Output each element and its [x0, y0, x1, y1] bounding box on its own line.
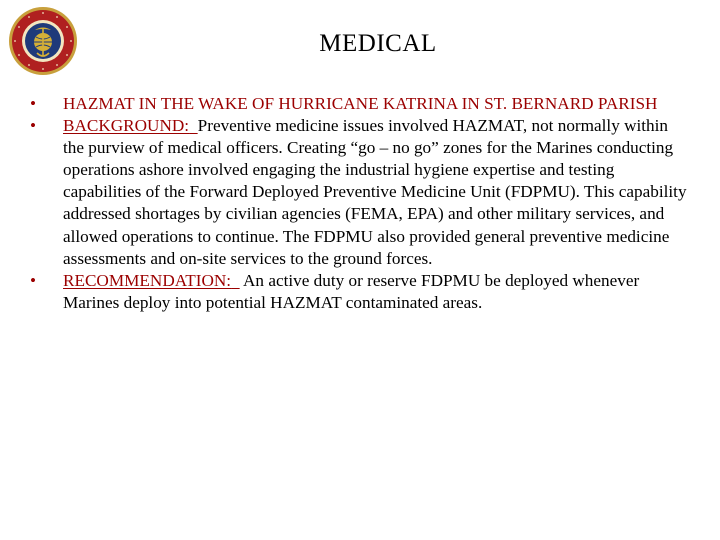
- bullet-dot: •: [30, 116, 37, 136]
- bullet-item-hazmat: [28, 93, 688, 115]
- bullet-list: [28, 93, 688, 314]
- bullet-dot: •: [30, 94, 37, 113]
- bullet-heading-hazmat: HAZMAT IN THE WAKE OF HURRICANE KATRINA IN ST. BERNARD PARISH: [63, 94, 658, 113]
- bullet-heading-recommendation: RECOMMENDATION:: [63, 270, 232, 290]
- bullet-body-background: Preventive medicine issues involved HAZMAT, not normally within the purview of medical officers. Creating “go – no go” zones for the Marines conducting operations ashore involved engaging the industrial hygiene expertise and testing capabilities of the Forward Deployed Preventive Medicine Unit (FDPMU). This capability addressed shortages by civilian agencies (FEMA, EPA) and other military services, and allowed operations to continue. The FDPMU also provided general preventive medicine assessments and on-site services to the ground forces.: [63, 116, 687, 268]
- slide-title: MEDICAL: [319, 30, 437, 57]
- bullet-heading-background: BACKGROUND:: [63, 116, 190, 136]
- bullet-item-recommendation: [28, 270, 688, 314]
- bullet-item-background: [28, 115, 688, 270]
- bullet-body-recommendation: An active duty or reserve FDPMU be deployed whenever Marines deploy into potential HAZMAT contaminated areas.: [63, 270, 640, 312]
- bullet-dot: •: [30, 270, 37, 290]
